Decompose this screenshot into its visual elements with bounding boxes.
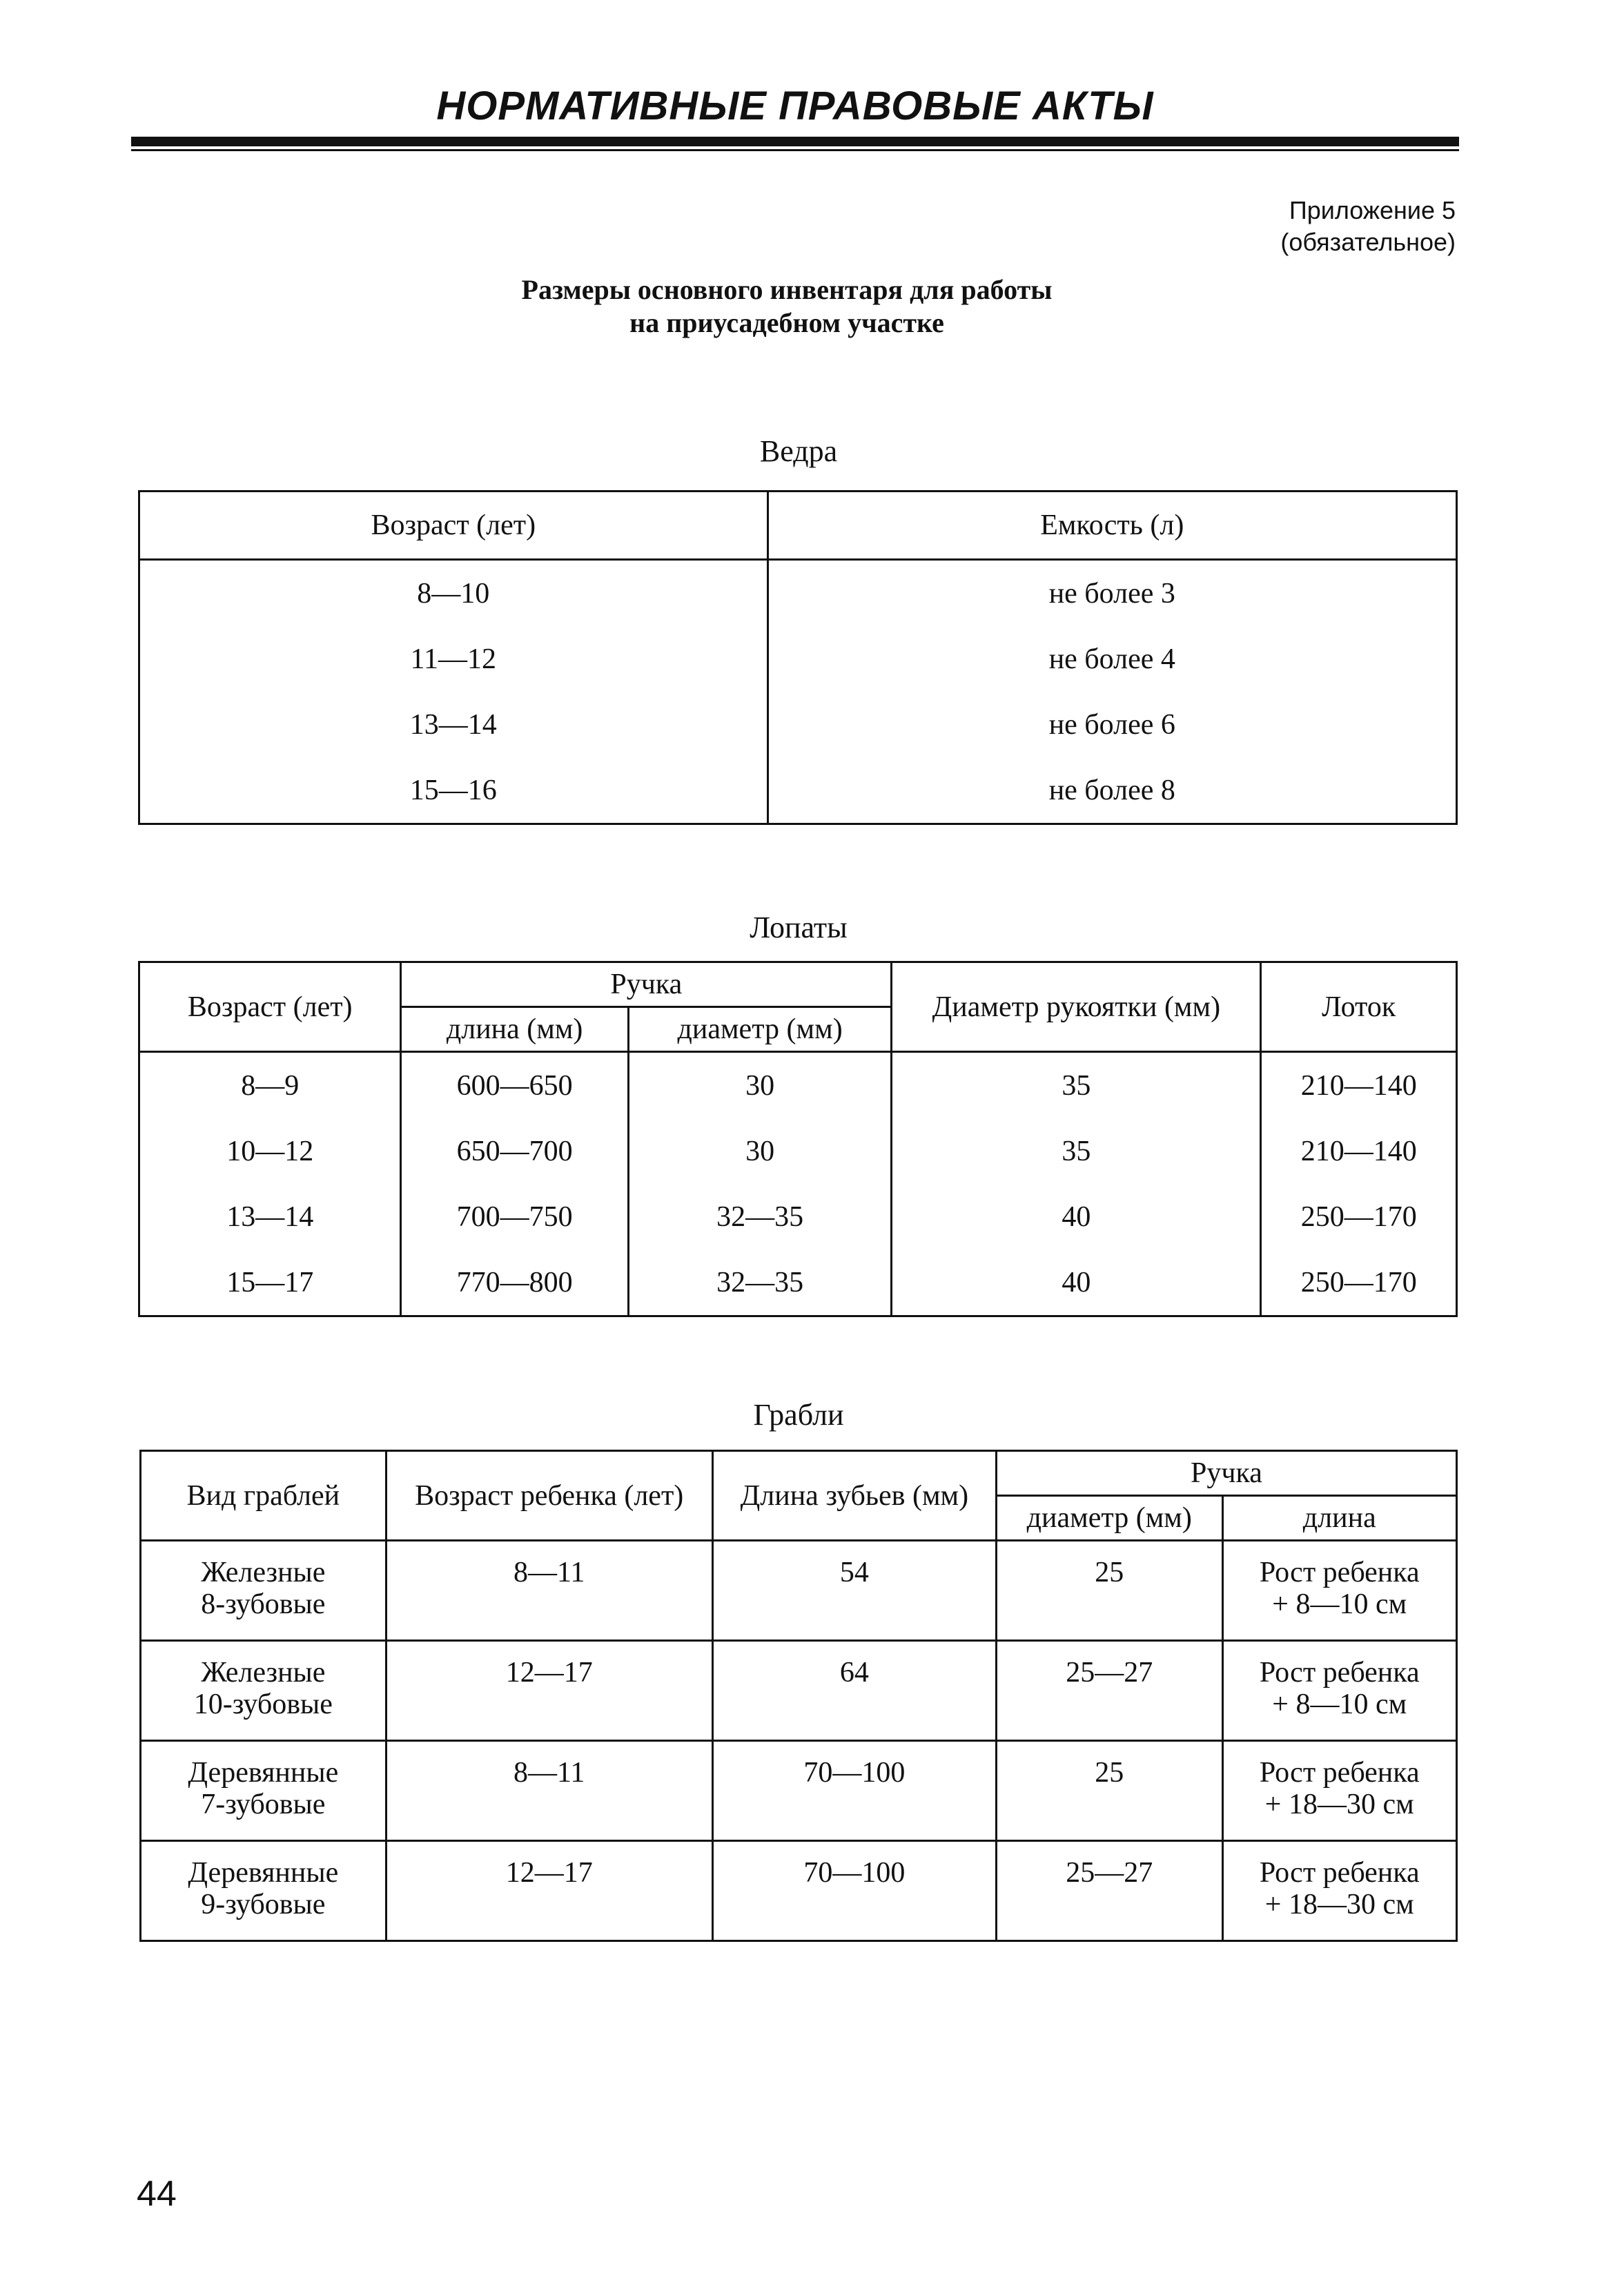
table-row <box>139 1118 1457 1184</box>
rakes-teeth-cell: 64 <box>712 1641 996 1741</box>
rakes-diameter-cell: 25 <box>996 1541 1222 1641</box>
rakes-handle-length-cell <box>1222 1641 1457 1741</box>
rakes-handle-length-cell <box>1222 1841 1457 1941</box>
rakes-age-cell: 12—17 <box>386 1841 712 1941</box>
table-row <box>139 692 1457 757</box>
rakes-diameter-cell: 25 <box>996 1741 1222 1841</box>
rakes-diameter-cell: 25—27 <box>996 1841 1222 1941</box>
table-row <box>141 1841 1457 1941</box>
rakes-table <box>139 1450 1458 1942</box>
shovels-blade-cell: 210—140 <box>1261 1118 1457 1184</box>
rakes-teeth-cell: 54 <box>712 1541 996 1641</box>
rakes-type-material: Деревянные <box>188 1757 339 1789</box>
shovels-handle-length-cell: 770—800 <box>401 1249 628 1316</box>
rakes-type-material: Железные <box>201 1557 326 1588</box>
rakes-type-teeth: 10-зубовые <box>193 1689 333 1720</box>
shovels-caption: Лопаты <box>750 911 848 944</box>
shovels-age-cell: 13—14 <box>139 1184 401 1249</box>
buckets-capacity-cell: не более 3 <box>767 560 1456 627</box>
shovels-header-age: Возраст (лет) <box>139 962 401 1052</box>
rakes-type-material: Железные <box>201 1657 326 1689</box>
rakes-handle-length-base: Рост ребенка <box>1259 1657 1420 1689</box>
table-row <box>141 1641 1457 1741</box>
shovels-handle-length-cell: 600—650 <box>401 1052 628 1119</box>
document-title <box>387 273 1187 340</box>
rakes-diameter-cell: 25—27 <box>996 1641 1222 1741</box>
shovels-header-handle-length: длина (мм) <box>401 1007 628 1052</box>
rakes-handle-length-base: Рост ребенка <box>1259 1857 1420 1889</box>
rakes-type-cell <box>141 1541 387 1641</box>
shovels-grip-diameter-cell: 40 <box>892 1249 1261 1316</box>
table-row <box>141 1741 1457 1841</box>
table-row <box>139 1184 1457 1249</box>
shovels-handle-diameter-cell: 32—35 <box>628 1184 891 1249</box>
shovels-blade-cell: 210—140 <box>1261 1052 1457 1119</box>
rakes-header-handle-length: длина <box>1222 1496 1457 1541</box>
buckets-capacity-cell: не более 8 <box>767 757 1456 824</box>
buckets-caption: Ведра <box>759 434 838 468</box>
shovels-header-blade: Лоток <box>1261 962 1457 1052</box>
rakes-type-cell <box>141 1641 387 1741</box>
appendix-status: (обязательное) <box>1280 228 1456 256</box>
rakes-age-cell: 8—11 <box>386 1741 712 1841</box>
table-row <box>141 1541 1457 1641</box>
table-row <box>139 560 1457 627</box>
rakes-header-handle-diameter: диаметр (мм) <box>996 1496 1222 1541</box>
buckets-age-cell: 8—10 <box>139 560 768 627</box>
rakes-type-cell <box>141 1741 387 1841</box>
rakes-handle-length-extra: + 8—10 см <box>1272 1689 1407 1720</box>
rakes-handle-length-base: Рост ребенка <box>1259 1557 1420 1588</box>
rakes-handle-length-extra: + 8—10 см <box>1272 1588 1407 1620</box>
rakes-handle-length-cell <box>1222 1741 1457 1841</box>
rakes-type-teeth: 8-зубовые <box>201 1588 326 1620</box>
buckets-age-cell: 13—14 <box>139 692 768 757</box>
buckets-age-cell: 15—16 <box>139 757 768 824</box>
shovels-blade-cell: 250—170 <box>1261 1184 1457 1249</box>
rakes-type-teeth: 9-зубовые <box>201 1889 326 1920</box>
appendix-label <box>1280 195 1456 258</box>
rakes-type-cell <box>141 1841 387 1941</box>
shovels-header-handle-diameter: диаметр (мм) <box>628 1007 891 1052</box>
buckets-capacity-cell: не более 6 <box>767 692 1456 757</box>
shovels-handle-diameter-cell: 32—35 <box>628 1249 891 1316</box>
rakes-handle-length-base: Рост ребенка <box>1259 1757 1420 1789</box>
buckets-capacity-cell: не более 4 <box>767 626 1456 692</box>
shovels-header-grip-diameter: Диаметр рукоятки (мм) <box>892 962 1261 1052</box>
shovels-age-cell: 8—9 <box>139 1052 401 1119</box>
shovels-table <box>138 961 1458 1317</box>
rakes-type-material: Деревянные <box>188 1857 339 1889</box>
header-rule-thin <box>131 149 1459 151</box>
page-number: 44 <box>137 2174 177 2214</box>
rakes-age-cell: 12—17 <box>386 1641 712 1741</box>
document-title-line-2: на приусадебном участке <box>629 307 944 338</box>
document-title-line-1: Размеры основного инвентаря для работы <box>521 274 1053 305</box>
appendix-number: Приложение 5 <box>1289 196 1456 224</box>
rakes-header-type: Вид граблей <box>141 1451 387 1541</box>
shovels-handle-diameter-cell: 30 <box>628 1118 891 1184</box>
shovels-grip-diameter-cell: 35 <box>892 1118 1261 1184</box>
rakes-age-cell: 8—11 <box>386 1541 712 1641</box>
rakes-header-teeth-length: Длина зубьев (мм) <box>712 1451 996 1541</box>
shovels-handle-length-cell: 650—700 <box>401 1118 628 1184</box>
shovels-age-cell: 10—12 <box>139 1118 401 1184</box>
rakes-teeth-cell: 70—100 <box>712 1841 996 1941</box>
table-row <box>139 1052 1457 1119</box>
buckets-age-cell: 11—12 <box>139 626 768 692</box>
table-row <box>139 757 1457 824</box>
header-rule <box>131 137 1459 146</box>
shovels-grip-diameter-cell: 35 <box>892 1052 1261 1119</box>
table-row <box>139 1249 1457 1316</box>
shovels-blade-cell: 250—170 <box>1261 1249 1457 1316</box>
rakes-handle-length-cell <box>1222 1541 1457 1641</box>
rakes-handle-length-extra: + 18—30 см <box>1264 1889 1414 1920</box>
rakes-header-age: Возраст ребенка (лет) <box>386 1451 712 1541</box>
section-header-title: НОРМАТИВНЫЕ ПРАВОВЫЕ АКТЫ <box>436 84 1154 128</box>
shovels-handle-diameter-cell: 30 <box>628 1052 891 1119</box>
rakes-header-handle: Ручка <box>996 1451 1456 1496</box>
shovels-grip-diameter-cell: 40 <box>892 1184 1261 1249</box>
rakes-handle-length-extra: + 18—30 см <box>1264 1789 1414 1820</box>
buckets-header-capacity: Емкость (л) <box>767 492 1456 560</box>
buckets-table <box>138 490 1458 825</box>
rakes-type-teeth: 7-зубовые <box>201 1789 326 1820</box>
buckets-header-age: Возраст (лет) <box>139 492 768 560</box>
shovels-header-handle: Ручка <box>401 962 892 1007</box>
shovels-handle-length-cell: 700—750 <box>401 1184 628 1249</box>
rakes-caption: Грабли <box>753 1398 844 1432</box>
rakes-teeth-cell: 70—100 <box>712 1741 996 1841</box>
shovels-age-cell: 15—17 <box>139 1249 401 1316</box>
table-row <box>139 626 1457 692</box>
